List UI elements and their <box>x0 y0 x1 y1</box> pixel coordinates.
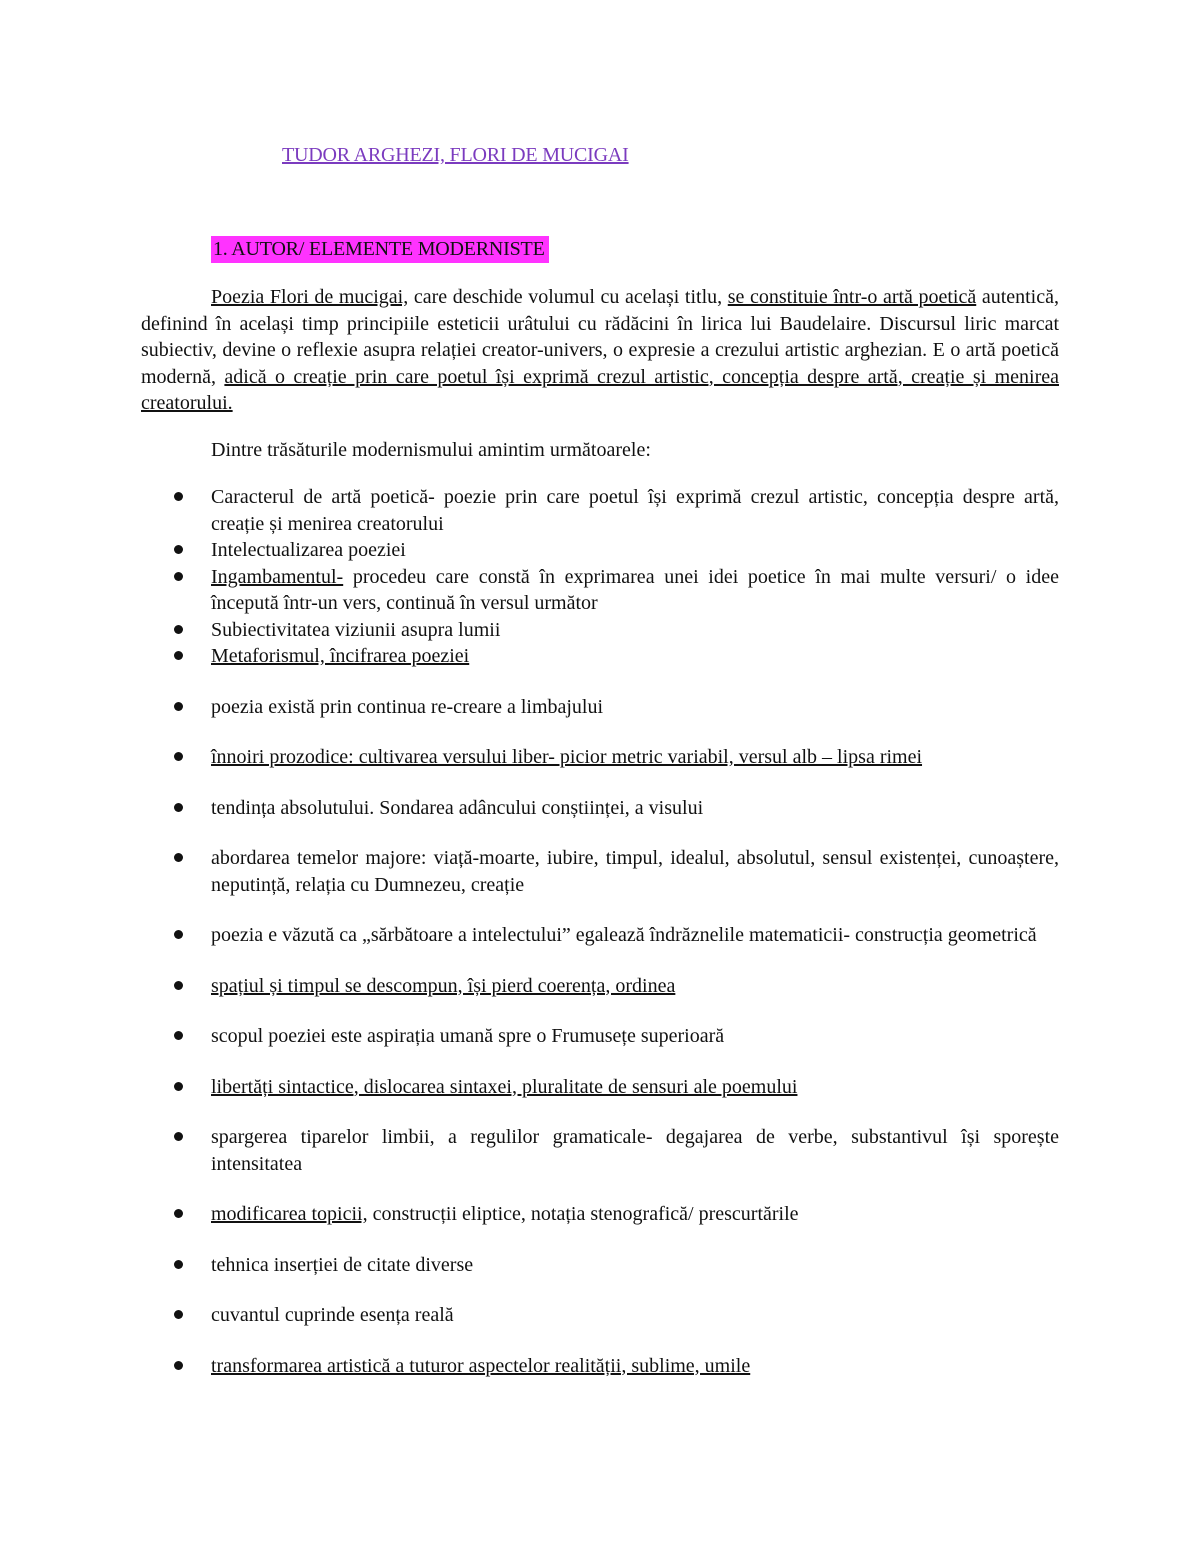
bullet-icon <box>174 752 183 761</box>
list-item <box>0 1302 1059 1329</box>
list-item <box>0 744 1059 771</box>
bullet-icon <box>174 702 183 711</box>
list-item-text: tendința absolutului. Sondarea adâncului conștiinței, a visului <box>211 796 704 819</box>
bullet-icon <box>174 625 183 634</box>
list-item <box>0 973 1059 1000</box>
bullet-icon <box>174 1082 183 1091</box>
paragraph-text-underlined: Poezia Flori de mucigai, <box>211 286 409 308</box>
list-intro: Dintre trăsăturile modernismului amintim următoarele: <box>211 439 651 461</box>
list-item <box>0 1353 1059 1380</box>
list-item <box>0 564 1059 617</box>
list-item <box>0 484 1059 537</box>
list-item <box>0 845 1059 898</box>
features-list <box>0 484 1200 1379</box>
list-item <box>0 537 1059 564</box>
bullet-icon <box>174 1310 183 1319</box>
list-item-text: procedeu care constă în exprimarea unei idei poetice în mai multe versuri/ o idee începută într-un vers, continuă în versul următor <box>211 565 1059 614</box>
list-item <box>0 1074 1059 1101</box>
bullet-icon <box>174 1132 183 1141</box>
list-item-text-underlined: modificarea topicii, <box>211 1203 368 1225</box>
bullet-icon <box>174 803 183 812</box>
list-item-text: scopul poeziei este aspirația umană spre o Frumusețe superioară <box>211 1025 725 1047</box>
paragraph-intro <box>141 284 1059 417</box>
bullet-icon <box>174 572 183 581</box>
list-item <box>0 1023 1059 1050</box>
list-item <box>0 1201 1059 1228</box>
list-item-text: abordarea temelor majore: viață-moarte, iubire, timpul, idealul, absolutul, sensul existenței, cunoaștere, neputință, relația cu Dumnezeu, creație <box>211 847 1059 896</box>
list-item-text: cuvantul cuprinde esența reală <box>211 1304 454 1326</box>
paragraph-text-underlined: adică o creație prin care poetul își exprimă crezul artistic, concepția despre artă, creație și menirea creatorului. <box>141 365 1059 414</box>
list-item-text: Caracterul de artă poetică- poezie prin care poetul își exprimă crezul artistic, concepția despre artă, creație și menirea creatorului <box>211 486 1059 535</box>
list-item-text-underlined: Metaforismul, încifrarea poeziei <box>211 645 470 667</box>
list-item <box>0 694 1059 721</box>
list-item-text: Subiectivitatea viziunii asupra lumii <box>211 618 501 641</box>
list-item <box>0 922 1059 949</box>
bullet-icon <box>174 930 183 939</box>
list-item <box>0 795 1059 822</box>
bullet-icon <box>174 1209 183 1218</box>
document-title: TUDOR ARGHEZI, FLORI DE MUCIGAI <box>282 144 629 166</box>
list-item-text: spargerea tiparelor limbii, a regulilor gramaticale- degajarea de verbe, substantivul își sporește intensitatea <box>211 1126 1059 1175</box>
section-heading: 1. AUTOR/ ELEMENTE MODERNISTE <box>211 236 549 263</box>
list-item-text: construcții eliptice, notația stenografică/ prescurtările <box>367 1203 799 1225</box>
list-item-text-underlined: înnoiri prozodice: cultivarea versului liber- picior metric variabil, versul alb – lipsa rimei <box>211 746 923 768</box>
bullet-icon <box>174 545 183 554</box>
bullet-icon <box>174 1031 183 1040</box>
list-item-text: poezia există prin continua re-creare a limbajului <box>211 695 604 718</box>
bullet-icon <box>174 1260 183 1269</box>
paragraph-text: autentică, definind în același timp principiile esteticii urâtului cu rădăcini în lirica lui Baudelaire. Discursul liric marcat subiectiv, devine o reflexie asupra relației creator-univers, o expresie a crezului artistic arghezian. E o artă poetică modernă, <box>141 286 1059 388</box>
list-item <box>0 1124 1059 1177</box>
list-item-text: tehnica inserției de citate diverse <box>211 1253 474 1276</box>
list-item-text-underlined: transformarea artistică a tuturor aspectelor realității, sublime, umile <box>211 1354 751 1377</box>
list-item <box>0 643 1059 670</box>
bullet-icon <box>174 492 183 501</box>
list-item <box>0 1252 1059 1279</box>
bullet-icon <box>174 853 183 862</box>
paragraph-text: care deschide volumul cu același titlu, <box>408 286 728 308</box>
list-item <box>0 617 1059 644</box>
bullet-icon <box>174 981 183 990</box>
list-item-text: Intelectualizarea poeziei <box>211 539 406 561</box>
paragraph-text-underlined: se constituie într-o artă poetică <box>727 286 977 308</box>
list-item-text-underlined: spațiul și timpul se descompun, își pierd coerența, ordinea <box>211 974 676 997</box>
list-item-text-underlined: Ingambamentul- <box>211 565 344 588</box>
bullet-icon <box>174 651 183 660</box>
list-item-text: poezia e văzută ca „sărbătoare a intelectului” egalează îndrăznelile matematicii- construcția geometrică <box>211 924 1037 946</box>
bullet-icon <box>174 1361 183 1370</box>
list-item-text-underlined: libertăți sintactice, dislocarea sintaxei, pluralitate de sensuri ale poemului <box>211 1075 798 1098</box>
